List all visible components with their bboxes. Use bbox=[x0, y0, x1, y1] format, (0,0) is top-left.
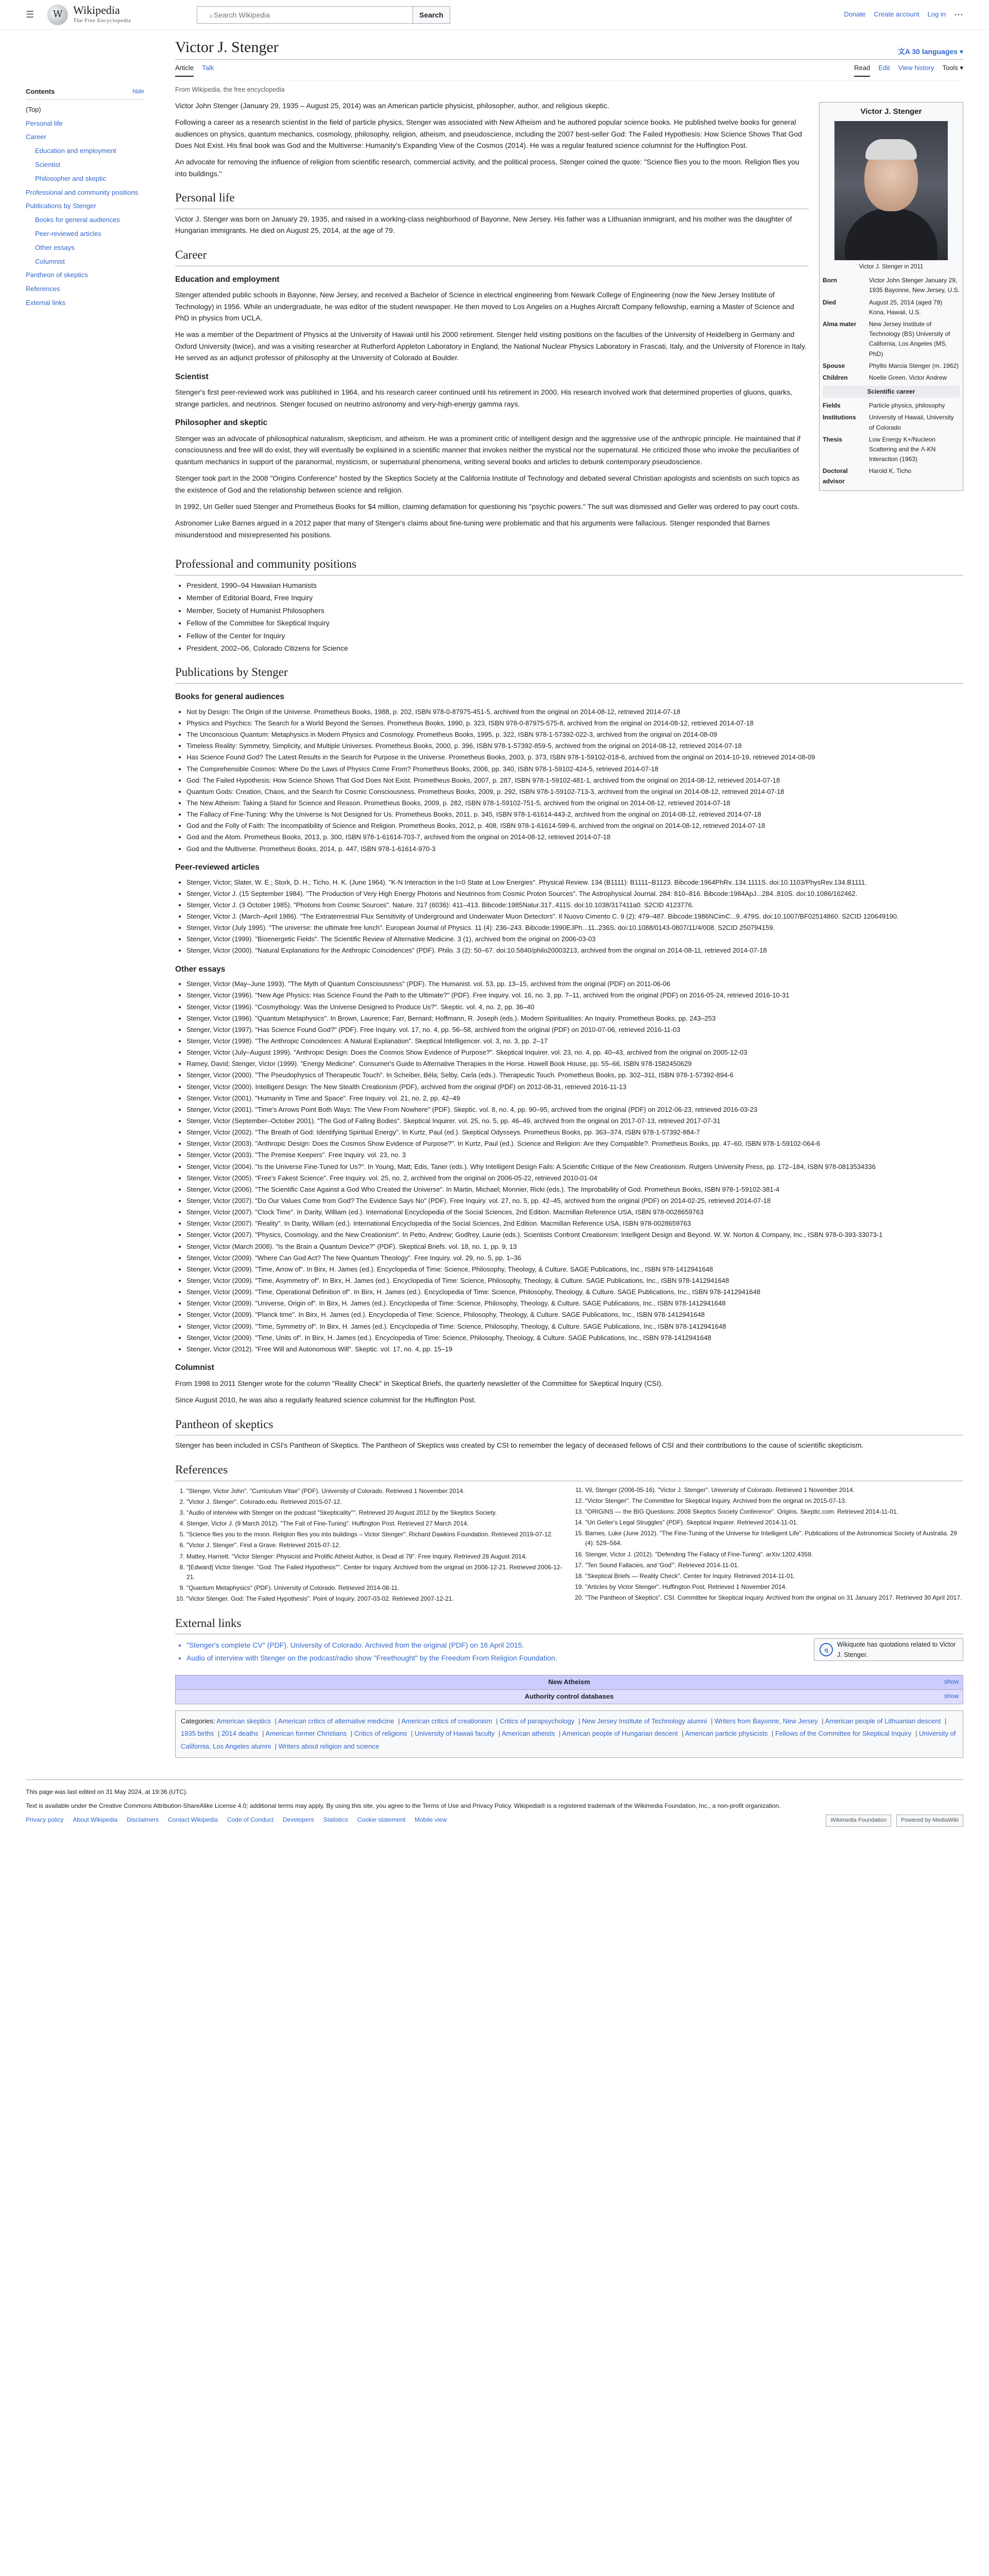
essay-item: • Stenger, Victor (2001). "Time's Arrows Point Both Ways: The View From Nowhere" (PDF). Skeptic. vol. 8, no. 4, pp. 90–95, archived from the original (PDF) on 2012-06-23, retrieved 2016-03-23 bbox=[186, 1105, 963, 1115]
article-item: • Stenger, Victor J. (15 September 1984). "The Production of Very High Energy Photons and Neutrinos from Cosmic Proton Sources". The Astrophysical Journal. 284: 810–816. Bibcode:1984ApJ...284..810S. doi:10.1086/162462. bbox=[186, 889, 963, 899]
reference-item: 18. "Skeptical Briefs — Reality Check". Center for Inquiry. Retrieved 2014-11-01. bbox=[585, 1571, 963, 1581]
section-references: References bbox=[175, 1461, 963, 1481]
essay-item: • Stenger, Victor (2002). "The Breath of God: Identifying Spiritual Energy". In Kurtz, Paul (ed.). Skeptical Odysseys. Prometheus Books, pp. 363–374, ISBN 978-1-57392-884-7 bbox=[186, 1127, 963, 1138]
footer-link[interactable]: Mobile view bbox=[414, 1816, 447, 1824]
table-of-contents bbox=[26, 30, 175, 1764]
globe-icon: W bbox=[47, 5, 68, 25]
essay-item: • Stenger, Victor (2009). "Time, Arrow of". In Birx, H. James (ed.). Encyclopedia of Time: Science, Philosophy, Theology, & Culture. SAGE Publications, Inc., ISBN 978-1412941648 bbox=[186, 1264, 963, 1275]
essay-item: • Stenger, Victor (2007). "Clock Time". In Darity, William (ed.). International Encyclopedia of the Social Sciences, 2nd Edition. Macmillan Reference USA, ISBN 978-0028659763 bbox=[186, 1207, 963, 1217]
language-count: 30 languages bbox=[912, 47, 958, 56]
essay-item: • Stenger, Victor (2009). "Universe, Origin of". In Birx, H. James (ed.). Encyclopedia of Time: Science, Philosophy, Theology, & Culture. SAGE Publications, Inc., ISBN 978-1412941648 bbox=[186, 1298, 963, 1309]
toc-header bbox=[26, 87, 144, 100]
toc-item[interactable]: Other essays bbox=[35, 243, 75, 251]
search-form bbox=[197, 6, 450, 24]
toc-item[interactable]: (Top) bbox=[26, 105, 41, 113]
book-item: • God: The Failed Hypothesis: How Science Shows That God Does Not Exist. Prometheus Books, 2007, p. 287, ISBN 978-1-59102-481-1, archived from the original on 2014-08-12, retrieved 2014-07-18 bbox=[186, 775, 963, 786]
essay-item: • Stenger, Victor (1997). "Has Science Found God?" (PDF). Free Inquiry. vol. 17, no. 4, pp. 56–58, archived from the original (PDF) on 2010-07-06, retrieved 2016-11-03 bbox=[186, 1025, 963, 1035]
philosopher-text: Stenger was an advocate of philosophical naturalism, skepticism, and atheism. He was a prominent critic of intelligent design and the aggressive use of the anthropic principle. He maintained that if consciousness and free will do exist, they will eventually be explained in a scientific manner that invokes neither the mystical nor the supernatural. He criticized those who invoke the peculiarities of quantum mechanics in support of the paranormal, mysticism, or supernatural phenomena, writing several books and articles to debunk contemporary pseudoscience. bbox=[175, 434, 800, 466]
more-options-icon[interactable]: ⋯ bbox=[954, 9, 963, 20]
category-link[interactable]: | 1935 births bbox=[181, 1717, 946, 1738]
infobox-label: Doctoral advisor bbox=[823, 467, 848, 485]
category-link[interactable]: American skeptics bbox=[216, 1717, 271, 1725]
book-item: • Not by Design: The Origin of the Universe. Prometheus Books, 1988, p. 202, ISBN 978-0-87975-451-5, archived from the original on 2014-08-12, retrieved 2014-07-18 bbox=[186, 707, 963, 717]
footer-link[interactable]: Cookie statement bbox=[357, 1816, 405, 1824]
columnist-text: From 1998 to 2011 Stenger wrote for the column "Reality Check" in Skeptical Briefs, the quarterly newsletter of the Committee for Skeptical Inquiry (CSI). bbox=[175, 1379, 663, 1387]
category-link[interactable]: | American particle physicists bbox=[682, 1730, 768, 1737]
infobox-value: Particle physics, philosophy bbox=[869, 402, 945, 410]
category-link[interactable]: | American people of Hungarian descent bbox=[559, 1730, 678, 1737]
toc-item[interactable]: Columnist bbox=[35, 257, 65, 265]
section-publications: Publications by Stenger bbox=[175, 663, 963, 684]
footer-link[interactable]: Privacy policy bbox=[26, 1816, 64, 1824]
tab-edit[interactable]: Edit bbox=[878, 64, 890, 72]
title-row bbox=[175, 30, 963, 60]
toc-item[interactable]: Professional and community positions bbox=[26, 188, 139, 196]
external-links-list bbox=[186, 1638, 557, 1665]
positions-list bbox=[186, 580, 963, 654]
category-link[interactable]: | 2014 deaths bbox=[218, 1730, 259, 1737]
wikiquote-text: Wikiquote has quotations related to Victor J. Stenger. bbox=[837, 1641, 956, 1659]
reference-item: 1. "Stenger, Victor John". "Curriculum Vitae" (PDF). University of Colorado. Retrieved 1 November 2014. bbox=[186, 1486, 565, 1496]
toc-item[interactable]: Books for general audiences bbox=[35, 216, 120, 224]
tab-read[interactable]: Read bbox=[854, 63, 870, 77]
essay-item: • Stenger, Victor (2009). "Time, Units of". In Birx, H. James (ed.). Encyclopedia of Time: Science, Philosophy, Theology, & Culture. SAGE Publications, Inc., ISBN 978-1412941648 bbox=[186, 1333, 963, 1343]
top-bar bbox=[0, 0, 989, 30]
infobox-title: Victor J. Stenger bbox=[860, 107, 922, 116]
toc-item[interactable]: References bbox=[26, 285, 60, 293]
book-item: • God and the Atom. Prometheus Books, 2013, p. 300, ISBN 978-1-61614-703-7, archived from the original on 2014-08-12, retrieved 2014-07-18 bbox=[186, 832, 963, 842]
logo-tagline: The Free Encyclopedia bbox=[73, 17, 131, 24]
navbox-show-button[interactable]: show bbox=[944, 1692, 959, 1700]
book-item: • Timeless Reality: Symmetry, Simplicity, and Multiple Universes. Prometheus Books, 2000, p. 396, ISBN 978-1-57392-859-5, archived from the original on 2014-08-12, retrieved 2014-07-18 bbox=[186, 741, 963, 751]
category-link[interactable]: | Writers from Bayonne, New Jersey bbox=[711, 1717, 818, 1725]
toc-title: Contents bbox=[26, 88, 55, 95]
reference-item: 3. "Audio of interview with Stenger on the podcast "Skepticality"". Retrieved 20 August 2012 by the Skeptics Society. bbox=[186, 1508, 565, 1518]
infobox-section: Scientific career bbox=[823, 386, 960, 398]
footer bbox=[26, 1780, 963, 1832]
category-link[interactable]: | American people of Lithuanian descent bbox=[822, 1717, 941, 1725]
section-career: Career bbox=[175, 246, 809, 266]
section-articles: Peer-reviewed articles bbox=[175, 862, 260, 872]
toc-item[interactable]: Personal life bbox=[26, 119, 63, 127]
philosopher-text: Stenger took part in the 2008 "Origins Conference" hosted by the Skeptics Society at the California Institute of Technology and debated several Christian apologists and scientists on such topics as the existence of God and the relationship between science and religion. bbox=[175, 474, 800, 494]
position-item: • Fellow of the Committee for Skeptical Inquiry bbox=[186, 617, 963, 629]
essay-item: • Stenger, Victor (1996). "Cosmythology: Was the Universe Designed to Produce Us?". Skeptic. vol. 4, no. 2, pp. 36–40 bbox=[186, 1002, 963, 1012]
tab-view-history[interactable]: View history bbox=[898, 64, 934, 72]
section-pantheon: Pantheon of skeptics bbox=[175, 1415, 963, 1436]
category-link[interactable]: | Critics of parapsychology bbox=[496, 1717, 574, 1725]
create-account-link[interactable]: Create account bbox=[874, 10, 919, 19]
essay-item: • Stenger, Victor (2007). "Physics, Cosmology, and the New Creationism". In Petto, Andrew; Godfrey, Laurie (eds.). Scientists Confront Creationism: Intelligent Design and Beyond. W. W. Norton & Company, Inc., ISBN 978-0-393-33073-1 bbox=[186, 1230, 963, 1240]
tab-talk[interactable]: Talk bbox=[202, 64, 214, 72]
personal-life-text: Victor J. Stenger was born on January 29, 1935, and raised in a working-class neighborhood of Bayonne, New Jersey. His father was a Lithuanian immigrant, and his mother was the daughter of Hungarian immigrants. He died on August 25, 2014, at the age of 79. bbox=[175, 214, 792, 235]
essay-item: • Stenger, Victor (2003). "Anthropic Design: Does the Cosmos Show Evidence of Purpose?". In Kurtz, Paul (ed.). Science and Religion: Are they Compatible?. Prometheus Books, pp. 47–60, ISBN 978-1-59102-064-6 bbox=[186, 1139, 963, 1149]
category-link[interactable]: | American former Christians bbox=[262, 1730, 347, 1737]
education-text: He was a member of the Department of Physics at the University of Hawaii until his 2000 retirement. Stenger held visiting positions on the faculties of the University of Heidelberg in Germany and Oxford University (twice), and was a visiting researcher at Rutherford Appleton Laboratory in England, the National Nuclear Physics Laboratory in Frascati, Italy, and the University of Florence in Italy. He served as an adjunct professor of philosophy at the University of Colorado at Boulder. bbox=[175, 330, 807, 362]
section-philosopher: Philosopher and skeptic bbox=[175, 418, 268, 428]
section-external-links: External links bbox=[175, 1614, 963, 1635]
position-item: • Member of Editorial Board, Free Inquiry bbox=[186, 592, 963, 603]
category-link[interactable]: | Fellows of the Committee for Skeptical Inquiry bbox=[772, 1730, 911, 1737]
position-item: • Fellow of the Center for Inquiry bbox=[186, 630, 963, 641]
language-button[interactable]: 文A 30 languages ▾ bbox=[897, 47, 963, 56]
infobox-row bbox=[823, 400, 960, 412]
main-content bbox=[175, 30, 963, 1764]
essay-item: • Stenger, Victor (March 2008). "Is the Brain a Quantum Device?" (PDF). Skeptical Briefs. vol. 18, no. 1, pp. 9, 13 bbox=[186, 1242, 963, 1252]
toc-item[interactable]: External links bbox=[26, 298, 66, 307]
reference-item: 17. "Ten Sound Fallacies, and 'God'". Retrieved 2014-11-01. bbox=[585, 1561, 963, 1570]
toc-hide-button[interactable]: hide bbox=[132, 88, 144, 95]
footer-link[interactable]: Developers bbox=[282, 1816, 314, 1824]
book-item: • Has Science Found God? The Latest Results in the Search for Purpose in the Universe. Prometheus Books, 2003, p. 373, ISBN 978-1-59102-018-6, archived from the original on 2014-10-19, retrieved 2014-08-09 bbox=[186, 752, 963, 762]
book-item: • Physics and Psychics: The Search for a World Beyond the Senses. Prometheus Books, 1990, p. 323, ISBN 978-0-87975-575-8, archived from the original on 2014-08-12, retrieved 2014-07-18 bbox=[186, 718, 963, 728]
tools-label: Tools bbox=[942, 64, 958, 72]
section-essays: Other essays bbox=[175, 964, 226, 974]
essay-item: • Stenger, Victor (2006). "The Scientific Case Against a God Who Created the Universe". In Martin, Michael; Monnier, Ricki (eds.). The Improbability of God. Prometheus Books, ISBN 978-1-59102-381-4 bbox=[186, 1184, 963, 1195]
external-link[interactable]: • "Stenger's complete CV" (PDF). University of Colorado. Archived from the original (PDF) on 16 April 2015. bbox=[186, 1639, 557, 1651]
article-item: • Stenger, Victor (1999). "Bioenergetic Fields". The Scientific Review of Alternative Medicine. 3 (1), archived from the original on 2006-03-03 bbox=[186, 934, 963, 944]
article-item: • Stenger, Victor (July 1995). "The universe: the ultimate free lunch". European Journal of Physics. 11 (4): 236–243. Bibcode:1990EJPh...11..236S. doi:10.1088/0143-0807/11/4/008. S2CID 250794159. bbox=[186, 923, 963, 933]
infobox-value: Low Energy K+/Nucleon Scattering and the Λ-KN Interaction (1963) bbox=[869, 435, 936, 463]
reference-item: 10. "Victor Stenger. God: The Failed Hypothesis". Point of Inquiry. 2007-03-02. Retrieved 2007-12-21. bbox=[186, 1594, 565, 1604]
book-item: • The Comprehensible Cosmos: Where Do the Laws of Physics Come From? Prometheus Books, 2006, pp. 340, ISBN 978-1-59102-424-5, retrieved 2014-07-18 bbox=[186, 764, 963, 774]
toc-list bbox=[26, 103, 175, 310]
reference-item: 14. "Uri Geller's Legal Struggles" (PDF). Skeptical Inquirer. Retrieved 2014-11-01. bbox=[585, 1518, 963, 1528]
infobox-label: Thesis bbox=[823, 435, 843, 443]
categories-list bbox=[181, 1717, 956, 1750]
category-link[interactable]: | Writers about religion and science bbox=[275, 1742, 380, 1750]
last-edited: This page was last edited on 31 May 2024, at 19:36 (UTC). bbox=[26, 1788, 188, 1795]
essay-item: • Stenger, Victor (2007). "Do Our Values Come from God? The Evidence Says No" (PDF). Free Inquiry. vol. 27, no. 5, pp. 42–45, archived from the original (PDF) on 2014-02-25, retrieved 2014-07-18 bbox=[186, 1196, 963, 1206]
article-item: • Stenger, Victor; Slater, W. E.; Stork, D. H.; Ticho, H. K. (June 1964). "K-N Interaction in the I=0 State at Low Energies". Physical Review. 134 (B1111): B1111–B1123. Bibcode:1964PhRv..134.1111S. doi:10.1103/PhysRev.134.B1111. bbox=[186, 877, 963, 888]
book-item: • The New Atheism: Taking a Stand for Science and Reason. Prometheus Books, 2009, p. 282, ISBN 978-1-59102-751-5, archived from the original on 2014-08-12, retrieved 2014-07-18 bbox=[186, 798, 963, 808]
page-tabs bbox=[175, 60, 963, 80]
article-item: • Stenger, Victor J. (3 October 1985). "Photons from Cosmic Sources". Nature. 317 (6036): 411–413. Bibcode:1985Natur.317..411S. doi:10.1038/317411a0. S2CID 4123776. bbox=[186, 900, 963, 910]
article-body-continued bbox=[175, 555, 963, 1758]
toc-item[interactable]: Philosopher and skeptic bbox=[35, 174, 107, 182]
section-personal-life: Personal life bbox=[175, 189, 809, 209]
donate-link[interactable]: Donate bbox=[844, 10, 866, 19]
book-item: • God and the Folly of Faith: The Incompatibility of Science and Religion. Prometheus Books, 2012, p. 408, ISBN 978-1-61614-599-6, archived from the original on 2014-08-12, retrieved 2014-07-18 bbox=[186, 821, 963, 831]
infobox-row bbox=[823, 275, 960, 296]
infobox-row bbox=[823, 318, 960, 360]
navbox bbox=[175, 1675, 963, 1704]
toc-item[interactable]: Scientist bbox=[35, 160, 61, 168]
menu-icon[interactable]: ☰ bbox=[26, 9, 35, 20]
education-text: Stenger attended public schools in Bayonne, New Jersey, and received a Bachelor of Science in electrical engineering from Newark College of Engineering (now the New Jersey Institute of Technology) in 1956. While an undergraduate, he was editor of the student newspaper. He then moved to Los Angeles on a Hughes Aircraft Company fellowship, earning a Master of Science and PhD in physics from UCLA. bbox=[175, 291, 794, 323]
category-link[interactable]: | American critics of alternative medicine bbox=[275, 1717, 395, 1725]
infobox-label: Institutions bbox=[823, 414, 856, 421]
section-columnist: Columnist bbox=[175, 1363, 214, 1372]
essay-item: • Stenger, Victor (September–October 2001). "The God of Falling Bodies". Skeptical Inquirer. vol. 25, no. 5, pp. 46–49, archived from the original on 2017-07-13, retrieved 2017-07-31 bbox=[186, 1116, 963, 1126]
wikiquote-icon: q bbox=[820, 1643, 833, 1656]
navbox-new-atheism[interactable] bbox=[176, 1675, 963, 1689]
essay-item: • Stenger, Victor (2009). "Time, Asymmetry of". In Birx, H. James (ed.). Encyclopedia of Time: Science, Philosophy, Theology, & Culture. SAGE Publications, Inc., ISBN 978-1412941648 bbox=[186, 1276, 963, 1286]
personal-tools bbox=[844, 7, 963, 22]
mediawiki-badge[interactable]: Powered by MediaWiki bbox=[896, 1815, 963, 1827]
navbox-authority-control[interactable] bbox=[176, 1689, 963, 1704]
references-list bbox=[186, 1485, 963, 1605]
toc-item[interactable]: Pantheon of skeptics bbox=[26, 271, 88, 279]
pantheon-text: Stenger has been included in CSI's Pantheon of Skeptics. The Pantheon of Skeptics was created by CSI to remember the legacy of deceased fellows of CSI and their contributions to the cause of scientific skepticism. bbox=[175, 1441, 864, 1450]
essay-item: • Stenger, Victor (2000). Intelligent Design: The New Stealth Creationism (PDF), archived from the original (PDF) on 2012-08-31, retrieved 2016-11-13 bbox=[186, 1082, 963, 1092]
reference-item: 5. "Science flies you to the moon. Religion flies you into buildings – Victor Stenger". Richard Dawkins Foundation. Retrieved 2019-07-12. bbox=[186, 1530, 565, 1539]
wikimedia-badge[interactable]: Wikimedia Foundation bbox=[826, 1815, 891, 1827]
intro-paragraph: Victor John Stenger (January 29, 1935 – August 25, 2014) was an American particle physicist, philosopher, author, and religious skeptic. bbox=[175, 101, 609, 110]
tab-tools[interactable]: Tools ▾ bbox=[942, 64, 963, 72]
position-item: • Member, Society of Humanist Philosophers bbox=[186, 605, 963, 616]
footer-link[interactable]: Disclaimers bbox=[127, 1816, 159, 1824]
category-link[interactable]: | New Jersey Institute of Technology alumni bbox=[578, 1717, 707, 1725]
wikipedia-logo[interactable] bbox=[47, 4, 181, 26]
scientist-text: Stenger's first peer-reviewed work was published in 1964, and his research career continued until his retirement in 2000. His research involved work that determined properties of gluons, quarks, strange particles, and neutrinos. Stenger focused on neutrino astronomy and very-high-energy gamma rays. bbox=[175, 388, 792, 408]
position-item: • President, 1990–94 Hawaiian Humanists bbox=[186, 580, 963, 591]
navbox-title: Authority control databases bbox=[524, 1692, 614, 1700]
essay-item: • Stenger, Victor (2009). "Time, Operational Definition of". In Birx, H. James (ed.). Encyclopedia of Time: Science, Philosophy, Theology, & Culture. SAGE Publications, Inc., ISBN 978-1412941648 bbox=[186, 1287, 963, 1297]
section-positions: Professional and community positions bbox=[175, 555, 963, 575]
books-list bbox=[186, 707, 963, 854]
section-education: Education and employment bbox=[175, 275, 280, 284]
infobox-rows bbox=[823, 275, 960, 384]
footer-badges bbox=[26, 1815, 963, 1827]
book-item: • God and the Multiverse. Prometheus Books, 2014, p. 447, ISBN 978-1-61614-970-3 bbox=[186, 844, 963, 854]
external-link[interactable]: • Audio of interview with Stenger on the podcast/radio show "Freethought" by the Freedom From Religion Foundation. bbox=[186, 1652, 557, 1664]
infobox-row bbox=[823, 360, 960, 372]
toc-item[interactable]: Peer-reviewed articles bbox=[35, 229, 101, 238]
search-input[interactable] bbox=[197, 6, 413, 24]
infobox-value: Harold K. Ticho bbox=[869, 467, 912, 475]
essay-item: • Stenger, Victor (2007). "Reality". In Darity, William (ed.). International Encyclopedia of the Social Sciences, 2nd Edition. Macmillan Reference USA, ISBN 978-0028659763 bbox=[186, 1218, 963, 1229]
footer-link[interactable]: Code of Conduct bbox=[227, 1816, 274, 1824]
book-item: • The Fallacy of Fine-Tuning: Why the Universe Is Not Designed for Us. Prometheus Books, 2011, p. 345, ISBN 978-1-61614-443-2, archived from the original on 2014-08-12, retrieved 2014-07-18 bbox=[186, 809, 963, 820]
intro-paragraph: Following a career as a research scientist in the field of particle physics, Stenger was associated with New Atheism and he authored popular science books. He published twelve books for general audiences on physics, quantum mechanics, cosmology, philosophy, religion, atheism, and pseudoscience, including the 2007 best-seller God: The Failed Hypothesis: How Science Shows That God Does Not Exist. His final book was God and the Multiverse: Humanity's Expanding View of the Cosmos (2014). He was a regular featured science columnist for the Huffington Post. bbox=[175, 118, 802, 149]
search-button[interactable]: Search bbox=[413, 6, 450, 24]
columnist-text: Since August 2010, he was also a regularly featured science columnist for the Huffington Post. bbox=[175, 1396, 476, 1404]
essay-item: • Stenger, Victor (2005). "Free's Fakest Science". Free Inquiry. vol. 25, no. 2, archived from the original on 2006-05-22, retrieved 2010-01-04 bbox=[186, 1173, 963, 1183]
wikiquote-box[interactable] bbox=[814, 1638, 963, 1661]
philosopher-text: In 1992, Uri Geller sued Stenger and Prometheus Books for $4 million, claiming defamation for questioning his "psychic powers." The suit was dismissed and Geller was ordered to pay court costs. bbox=[175, 502, 799, 511]
reference-item: 6. "Victor J. Stenger". Find a Grave. Retrieved 2015-07-12. bbox=[186, 1540, 565, 1550]
reference-item: 9. "Quantum Metaphysics" (PDF). University of Colorado. Retrieved 2014-08-11. bbox=[186, 1583, 565, 1593]
essay-item: • Stenger, Victor (1996). "Quantum Metaphysics". In Brown, Laurence; Farr, Bernard; Hoffmann, R. Joseph (eds.). Modern Spiritualities: An Inquiry. Prometheus Books, pp. 243–253 bbox=[186, 1013, 963, 1024]
infobox-value: Victor John Stenger January 29, 1935 Bayonne, New Jersey, U.S. bbox=[869, 277, 960, 294]
infobox-caption: Victor J. Stenger in 2011 bbox=[859, 263, 924, 270]
reference-item: 11. Vil, Stenger (2006-05-16). "Victor J. Stenger". University of Colorado. Retrieved 1 November 2014. bbox=[585, 1485, 963, 1495]
essay-item: • Stenger, Victor (1996). "New Age Physics: Has Science Found the Path to the Ultimate?" (PDF). Free Inquiry. vol. 16, no. 3, pp. 7–11, archived from the original (PDF) on 2016-05-24, retrieved 2016-10-31 bbox=[186, 990, 963, 1001]
essay-item: • Stenger, Victor (2009). "Time, Symmetry of". In Birx, H. James (ed.). Encyclopedia of Time: Science, Philosophy, Theology, & Culture. SAGE Publications, Inc., ISBN 978-1412941648 bbox=[186, 1321, 963, 1332]
infobox-label: Children bbox=[823, 374, 848, 381]
category-link[interactable]: | American atheists bbox=[499, 1730, 555, 1737]
article-item: • Stenger, Victor J. (March–April 1986). "The Extraterrestrial Flux Sensitivity of Underground and Underwater Muon Detectors". Il Nuovo Cimento C. 9 (2): 479–487. Bibcode:1986NCimC...9..479S. doi:10.1007/BF02514860. S2CID 120649190. bbox=[186, 911, 963, 922]
infobox-row bbox=[823, 372, 960, 384]
reference-item: 12. "Victor Stenger". The Committee for Skeptical Inquiry. Archived from the original on 2015-07-13. bbox=[585, 1496, 963, 1506]
infobox-value: New Jersey Institute of Technology (BS) University of California, Los Angeles (MS, PhD) bbox=[869, 320, 950, 358]
essay-item: • Stenger, Victor (2003). "The Premise Keepers". Free Inquiry. vol. 23, no. 3 bbox=[186, 1150, 963, 1160]
portrait-image[interactable] bbox=[834, 121, 948, 260]
footer-link[interactable]: About Wikipedia bbox=[73, 1816, 118, 1824]
footer-link[interactable]: Statistics bbox=[323, 1816, 348, 1824]
infobox-row bbox=[823, 434, 960, 466]
infobox-label: Died bbox=[823, 298, 837, 306]
infobox-label: Fields bbox=[823, 402, 841, 410]
infobox-row bbox=[823, 297, 960, 318]
intro-paragraph: An advocate for removing the influence of religion from scientific research, commercial activity, and the political process, Stenger coined the quote: "Science flies you to the moon. Religion flies you into buildings." bbox=[175, 158, 799, 178]
reference-item: 19. "Articles by Victor Stenger". Huffington Post. Retrieved 1 November 2014. bbox=[585, 1582, 963, 1592]
section-scientist: Scientist bbox=[175, 372, 209, 381]
navbox-title: New Atheism bbox=[548, 1678, 590, 1686]
reference-item: 15. Barnes, Luke (June 2012). "The Fine-Tuning of the Universe for Intelligent Life". Publications of the Astronomical Society of Australia. 29 (4): 529–564. bbox=[585, 1529, 963, 1548]
essay-item: • Stenger, Victor (2004). "Is the Universe Fine-Tuned for Us?". In Young, Matt; Edis, Taner (eds.). Why Intelligent Design Fails: A Scientific Critique of the New Creationism. Rutgers University Press, pp. 172–184, ISBN 978-0813534336 bbox=[186, 1162, 963, 1172]
infobox-label: Born bbox=[823, 277, 837, 284]
tab-article[interactable]: Article bbox=[175, 63, 194, 77]
infobox-value: August 25, 2014 (aged 79) Kona, Hawaii, U.S. bbox=[869, 298, 943, 316]
login-link[interactable]: Log in bbox=[927, 10, 946, 19]
articles-list bbox=[186, 877, 963, 956]
toc-item[interactable]: Career bbox=[26, 133, 46, 141]
reference-item: 20. "The Pantheon of Skeptics". CSI. Committee for Skeptical Inquiry. Archived from the original on 31 January 2017. Retrieved 30 April 2017. bbox=[585, 1593, 963, 1603]
infobox bbox=[819, 102, 963, 491]
infobox-value: Noelle Green, Victor Andrew bbox=[869, 374, 947, 381]
book-item: • The Unconscious Quantum: Metaphysics in Modern Physics and Cosmology. Prometheus Books, 1995, p. 322, ISBN 978-1-57392-022-3, archived from the original on 2014-08-09 bbox=[186, 730, 963, 740]
infobox-row bbox=[823, 412, 960, 433]
footer-link[interactable]: Contact Wikipedia bbox=[168, 1816, 218, 1824]
logo-title: Wikipedia bbox=[73, 3, 120, 16]
essay-item: • Stenger, Victor (2000). "The Pseudophysics of Therapeutic Touch". In Scheiber, Béla; Selby, Carla (eds.). Therapeutic Touch. Prometheus Books, pp. 302–311, ISBN 978-1-57392-894-6 bbox=[186, 1070, 963, 1080]
essays-list bbox=[186, 979, 963, 1354]
essay-item: • Stenger, Victor (2009). "Planck time". In Birx, H. James (ed.). Encyclopedia of Time: Science, Philosophy, Theology, & Culture. SAGE Publications, Inc., ISBN 978-1412941648 bbox=[186, 1310, 963, 1320]
page-title: Victor J. Stenger bbox=[175, 39, 279, 56]
section-books: Books for general audiences bbox=[175, 692, 284, 702]
category-link[interactable]: | Critics of religions bbox=[351, 1730, 407, 1737]
toc-item[interactable]: Publications by Stenger bbox=[26, 202, 96, 210]
essay-item: • Stenger, Victor (2012). "Free Will and Autonomous Will". Skeptic. vol. 17, no. 4, pp. 15–19 bbox=[186, 1344, 963, 1354]
reference-item: 16. Stenger, Victor J. (2012). "Defending The Fallacy of Fine-Tuning". arXiv:1202.4359. bbox=[585, 1550, 963, 1560]
reference-item: 2. "Victor J. Stenger". Colorado.edu. Retrieved 2015-07-12. bbox=[186, 1497, 565, 1507]
category-link[interactable]: | American critics of creationism bbox=[398, 1717, 492, 1725]
essay-item: • Stenger, Victor (1998). "The Anthropic Coincidences: A Natural Explanation". Skeptical Intelligencer. vol. 3, no. 3, pp. 2–17 bbox=[186, 1036, 963, 1046]
toc-item[interactable]: Education and employment bbox=[35, 147, 116, 155]
philosopher-text: Astronomer Luke Barnes argued in a 2012 paper that many of Stenger's claims about fine-tuning were problematic and that his arguments were fallacious. Stenger responded that Barnes misunderstood and misrepresented his positions. bbox=[175, 519, 770, 539]
category-link[interactable]: | University of California, Los Angeles alumni bbox=[181, 1730, 956, 1750]
book-item: • Quantum Gods: Creation, Chaos, and the Search for Cosmic Consciousness. Prometheus Books, 2009, p. 292, ISBN 978-1-59102-713-3, archived from the original on 2014-08-12, retrieved 2014-07-18 bbox=[186, 787, 963, 797]
navbox-show-button[interactable]: show bbox=[944, 1678, 959, 1686]
essay-item: • Ramey, David; Stenger, Victor (1999). "Energy Medicine". Consumer's Guide to Alternative Therapies in the Horse. Howell Book House, pp. 55–66, ISBN 978-1582450629 bbox=[186, 1059, 963, 1069]
infobox-label: Alma mater bbox=[823, 320, 857, 328]
position-item: • President, 2002–06, Colorado Citizens for Science bbox=[186, 642, 963, 654]
reference-item: 4. Stenger, Victor J. (9 March 2012). "The Fall of Fine-Tuning". Huffington Post. Retrieved 27 March 2014. bbox=[186, 1519, 565, 1529]
essay-item: • Stenger, Victor (2001). "Humanity in Time and Space". Free Inquiry. vol. 21, no. 2, pp. 42–49 bbox=[186, 1093, 963, 1104]
essay-item: • Stenger, Victor (2009). "Where Can God Act? The New Quantum Theology". Free Inquiry. vol. 29, no. 5, pp. 1–36 bbox=[186, 1253, 963, 1263]
article-body bbox=[175, 100, 809, 546]
infobox-rows-career bbox=[823, 400, 960, 487]
essay-item: • Stenger, Victor (May–June 1993). "The Myth of Quantum Consciousness" (PDF). The Humanist. vol. 53, pp. 13–15, archived from the original (PDF) on 2011-06-06 bbox=[186, 979, 963, 989]
infobox-value: University of Hawaii, University of Colorado bbox=[869, 414, 954, 431]
reference-item: 8. "[Edward] Victor Stenger. "God: The Failed Hypothesis"". Center for Inquiry. Archived from the original on 2006-12-21. Retrieved 2006-12-21. bbox=[186, 1563, 565, 1582]
categories-box bbox=[175, 1710, 963, 1758]
reference-item: 13. "ORIGINS — the BIG Questions: 2008 Skeptics Society Conference". Origins. Skeptic.com. Retrieved 2014-11-01. bbox=[585, 1507, 963, 1517]
category-link[interactable]: | University of Hawaii faculty bbox=[411, 1730, 494, 1737]
categories-label: Categories: bbox=[181, 1717, 215, 1725]
infobox-label: Spouse bbox=[823, 362, 845, 369]
site-sub: From Wikipedia, the free encyclopedia bbox=[175, 86, 285, 93]
infobox-value: Phyllis Marcia Stenger (m. 1962) bbox=[869, 362, 959, 369]
article-item: • Stenger, Victor (2000). "Natural Explanations for the Anthropic Coincidences" (PDF). Philo. 3 (2): 50–67. doi:10.5840/philo20003213, archived from the original on 2014-08-11, retrieved 2014-07-18 bbox=[186, 945, 963, 956]
reference-item: 7. Mattey, Harriett. "Victor Stenger: Physicist and Prolific Atheist Author, is Dead at 79". Free Inquiry. Retrieved 28 August 2014. bbox=[186, 1552, 565, 1562]
license-text: Text is available under the Creative Commons Attribution-ShareAlike License 4.0; additional terms may apply. By using this site, you agree to the Terms of Use and Privacy Policy. Wikipedia® is a registered trademark of the Wikimedia Foundation, Inc., a non-profit organization. bbox=[26, 1802, 781, 1809]
essay-item: • Stenger, Victor (July–August 1999). "Anthropic Design: Does the Cosmos Show Evidence of Purpose?". Skeptical Inquirer. vol. 23, no. 4, pp. 40–43, archived from the original on 2005-12-03 bbox=[186, 1047, 963, 1058]
infobox-row bbox=[823, 465, 960, 487]
